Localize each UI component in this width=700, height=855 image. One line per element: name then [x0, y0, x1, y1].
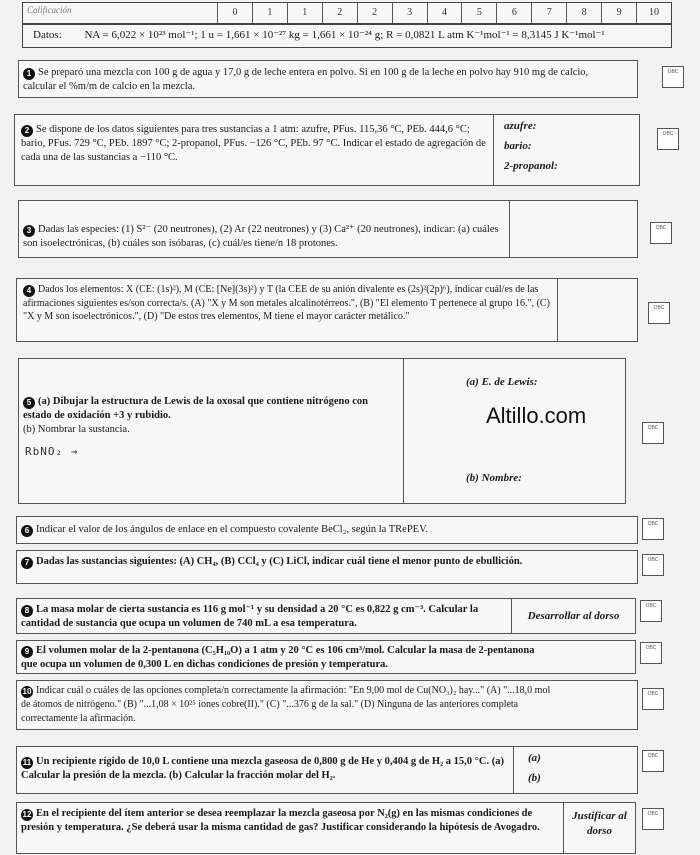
name-label: (b) Nombre: — [466, 472, 522, 484]
grade-cell: 3 — [392, 3, 427, 23]
question-text: 9 El volumen molar de la 2-pentanona (C₅H₁₀O) a 1 atm y 20 °C es 106 cm³/mol. Calcular la masa de 2-pentanona que ocupa un volumen de 0,300 L en dichas condiciones de presión y temperatura. — [21, 645, 535, 670]
answer-checkbox[interactable]: OBC — [640, 642, 662, 664]
answer-area[interactable] — [513, 747, 637, 793]
question-text: 12 En el recipiente del ítem anterior se desea reemplazar la mezcla gaseosa por N₂(g) en las mismas condiciones de presión y temperatura. ¿Se deberá usar la misma cantidad de gas? Justificar considerando la hipótesis de Avogadro. — [21, 808, 540, 833]
grade-label: Calificación — [27, 5, 72, 15]
constants-label: Datos: — [33, 29, 62, 41]
answer-label-azufre: azufre: — [504, 120, 537, 132]
question-9 — [16, 640, 636, 674]
grade-cell: 7 — [531, 3, 566, 23]
answer-checkbox[interactable]: OBC — [642, 808, 664, 830]
answer-checkbox[interactable]: OBC — [648, 302, 670, 324]
grade-cell: 5 — [461, 3, 496, 23]
avogadro-constant: NA = 6,022 × 10²³ mol⁻¹ — [84, 29, 195, 41]
answer-area[interactable] — [557, 279, 637, 341]
question-11 — [16, 746, 638, 794]
answer-checkbox[interactable]: OBC — [640, 600, 662, 622]
grade-row — [22, 2, 672, 24]
grade-cell: 1 — [252, 3, 287, 23]
grade-cell: 1 — [287, 3, 322, 23]
question-number: 5 — [23, 397, 35, 409]
answer-label-bario: bario: — [504, 140, 532, 152]
question-text: 8 La masa molar de cierta sustancia es 116 g mol⁻¹ y su densidad a 20 °C es 0,822 g cm⁻³. Calcular la cantidad de sustancia que ocupa un volumen de 740 mL a esa temperatura. — [21, 604, 479, 629]
question-10 — [16, 680, 638, 730]
question-number: 2 — [21, 125, 33, 137]
question-text: 6 Indicar el valor de los ángulos de enlace en el compuesto covalente BeCl₂, según la TRePEV. — [21, 523, 631, 537]
question-number: 1 — [23, 68, 35, 80]
grade-cell: 9 — [601, 3, 636, 23]
question-5 — [18, 358, 626, 504]
lewis-label: (a) E. de Lewis: — [466, 376, 538, 388]
grade-cell: 10 — [636, 3, 671, 23]
question-number: 8 — [21, 605, 33, 617]
question-2 — [14, 114, 640, 186]
question-text: 4 Dados los elementos: X (CE: (1s)²), M (CE: [Ne](3s)²) y T (la CEE de su anión divalente es (2s)²(2p)⁶), indicar cuál/es de las afirmaciones siguientes es/son correcta/s. (A) "X y M son metales alcalinotérreos.", (B) "El elemento T pertenece al grupo 16.", (C) "X y M son isoelectrónicos.", (D) "De estos tres elementos, M tiene el mayor carácter metálico." — [23, 284, 550, 322]
question-text: 11 Un recipiente rígido de 10,0 L contiene una mezcla gaseosa de 0,800 g de He y 0,404 g de H₂ a 15,0 °C. (a) Calcular la presión de la mezcla. (b) Calcular la fracción molar del H₂. — [21, 756, 504, 781]
answer-area[interactable] — [493, 115, 639, 185]
answer-checkbox[interactable]: OBC — [642, 422, 664, 444]
question-text: 10 Indicar cuál o cuáles de las opciones completa/n correctamente la afirmación: "En 9,00 mol de Cu(NO₃)₂ hay..." (A) "...18,0 mol de átomos de nitrógeno." (B) "...1,08 × 10²⁵ iones cobre(II)." (C) "...376 g de la sal." (D) Ninguna de las anteriores completa correctamente la afirmación. — [21, 685, 551, 724]
question-text: 3 Dadas las especies: (1) S²⁻ (20 neutrones), (2) Ar (22 neutrones) y (3) Ca²⁺ (20 neutrones), indicar: (a) cuáles son isoelectrónicas, (b) cuáles son isóbaras, (c) cuál/es tiene/n 18 protones. — [23, 224, 499, 249]
question-7 — [16, 550, 638, 584]
answer-label-b: (b) — [528, 772, 541, 784]
atomic-mass-unit: 1 u = 1,661 × 10⁻²⁷ kg = 1,661 × 10⁻²⁴ g — [200, 29, 381, 41]
question-1 — [18, 60, 638, 98]
question-number: 12 — [22, 810, 32, 819]
answer-area[interactable] — [563, 803, 635, 853]
side-note: Desarrollar al dorso — [527, 610, 620, 622]
handwritten-answer: RbNO₂ → — [25, 445, 79, 458]
question-12 — [16, 802, 636, 854]
answer-checkbox[interactable]: OBC — [657, 128, 679, 150]
answer-checkbox[interactable]: OBC — [662, 66, 684, 88]
answer-checkbox[interactable]: OBC — [642, 554, 664, 576]
grade-cell: 6 — [496, 3, 531, 23]
constants-row: Datos: NA = 6,022 × 10²³ mol⁻¹; 1 u = 1,661 × 10⁻²⁷ kg = 1,661 × 10⁻²⁴ g; R = 0,0821 L atm K⁻¹mol⁻¹ = 8,3145 J K⁻¹mol⁻¹ — [22, 24, 672, 48]
question-number: 7 — [21, 557, 33, 569]
question-text: 5 (a) Dibujar la estructura de Lewis de la oxosal que contiene nitrógeno con estado de oxidación +3 y rubidio. (b) Nombrar la sustancia. — [23, 396, 368, 435]
question-number: 9 — [21, 646, 33, 658]
question-number: 6 — [21, 525, 33, 537]
answer-area[interactable] — [403, 359, 625, 503]
question-number: 11 — [22, 758, 32, 767]
question-number: 3 — [23, 225, 35, 237]
question-3 — [18, 200, 638, 258]
answer-label-2-propanol: 2-propanol: — [504, 160, 558, 172]
grade-cell: 2 — [357, 3, 392, 23]
gas-constant: R = 0,0821 L atm K⁻¹mol⁻¹ = 8,3145 J K⁻¹mol⁻¹ — [386, 29, 605, 41]
answer-area[interactable] — [511, 599, 635, 633]
question-4 — [16, 278, 638, 342]
question-number: 10 — [22, 687, 32, 696]
question-text: 2 Se dispone de los datos siguientes para tres sustancias a 1 atm: azufre, PFus. 115,36 °C, PEb. 444,6 °C; bario, PFus. 729 °C, PEb. 1897 °C; 2-propanol, PFus. −126 °C, PEb. 97 °C. Indicar el estado de agregación de cada una de las sustancias a −110 °C. — [21, 124, 486, 163]
side-note: Justificar al dorso — [572, 810, 627, 837]
answer-label-a: (a) — [528, 752, 541, 764]
grade-cell: 0 — [217, 3, 252, 23]
question-text: 7 Dadas las sustancias siguientes: (A) CH₄, (B) CCl₄ y (C) LiCl, indicar cuál tiene el menor punto de ebullición. — [21, 555, 561, 569]
question-8 — [16, 598, 636, 634]
answer-checkbox[interactable]: OBC — [642, 688, 664, 710]
question-number: 4 — [23, 285, 35, 297]
answer-area[interactable] — [509, 201, 637, 257]
question-text-b: (b) Nombrar la sustancia. — [23, 424, 130, 435]
answer-checkbox[interactable]: OBC — [642, 750, 664, 772]
question-6 — [16, 516, 638, 544]
question-text: 1 Se preparó una mezcla con 100 g de agua y 17,0 g de leche entera en polvo. Si en 100 g de la leche en polvo hay 910 mg de calcio, calcular el %m/m de calcio en la mezcla. — [23, 67, 589, 92]
grade-cell: 2 — [322, 3, 357, 23]
answer-checkbox[interactable]: OBC — [650, 222, 672, 244]
answer-checkbox[interactable]: OBC — [642, 518, 664, 540]
grade-cell: 8 — [566, 3, 601, 23]
watermark: Altillo.com — [486, 403, 587, 428]
grade-cell: 4 — [427, 3, 462, 23]
